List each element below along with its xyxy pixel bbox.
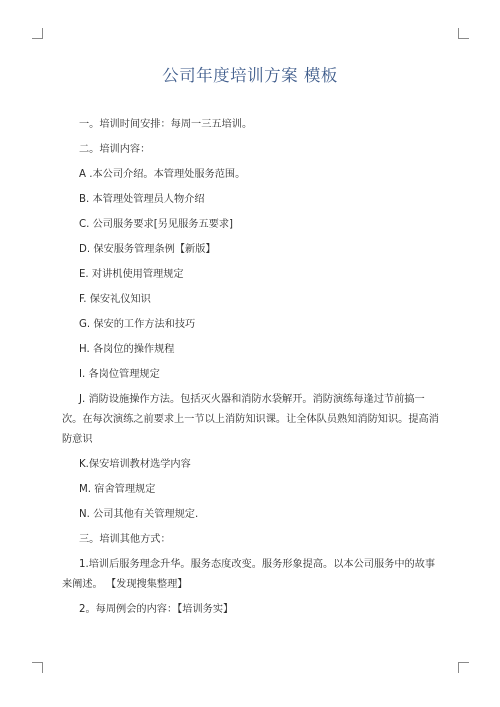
paragraph-schedule: 一。培训时间安排：每周一三五培训。 bbox=[79, 119, 253, 130]
crop-mark-bottom-left bbox=[32, 662, 43, 673]
paragraph-item-c: C. 公司服务要求[另见服务五要求] bbox=[79, 219, 233, 230]
paragraph-item-j: J. 消防设施操作方法。包括灭火器和消防水袋解开。消防演练每逢过节前搞一次。在每次演练之前要求上一节以上消防知识课。让全体队员熟知消防知识。提高消防意识 bbox=[62, 394, 439, 445]
paragraph-method-2: 2。每周例会的内容：【培训务实】 bbox=[79, 604, 234, 615]
paragraph-item-b: B. 本管理处管理员人物介绍 bbox=[79, 194, 205, 205]
crop-mark-top-left bbox=[32, 28, 43, 39]
paragraph-item-e: E. 对讲机使用管理规定 bbox=[79, 269, 184, 280]
paragraph-other-methods-heading: 三。培训其他方式： bbox=[79, 534, 171, 545]
crop-mark-bottom-right bbox=[458, 662, 469, 673]
paragraph-item-n: N. 公司其他有关管理规定. bbox=[79, 509, 199, 520]
paragraph-method-1: 1.培训后服务理念升华。服务态度改变。服务形象提高。以本公司服务中的故事来阐述。 【发现搜集整理】 bbox=[62, 559, 436, 590]
document-title: 公司年度培训方案 模板 bbox=[162, 66, 338, 85]
paragraph-item-d: D. 保安服务管理条例【新版】 bbox=[79, 244, 216, 255]
document-body bbox=[62, 115, 442, 625]
crop-mark-top-right bbox=[458, 28, 469, 39]
paragraph-item-m: M. 宿舍管理规定 bbox=[79, 484, 156, 495]
paragraph-item-k: K.保安培训教材选学内容 bbox=[79, 459, 191, 470]
paragraph-item-i: I. 各岗位管理规定 bbox=[79, 369, 160, 380]
paragraph-item-g: G. 保安的工作方法和技巧 bbox=[79, 319, 196, 330]
paragraph-item-f: F. 保安礼仪知识 bbox=[79, 294, 151, 305]
paragraph-item-a: A .本公司介绍。本管理处服务范围。 bbox=[79, 169, 246, 180]
paragraph-content-heading: 二。培训内容： bbox=[79, 144, 151, 155]
paragraph-item-h: H. 各岗位的操作规程 bbox=[79, 344, 175, 355]
